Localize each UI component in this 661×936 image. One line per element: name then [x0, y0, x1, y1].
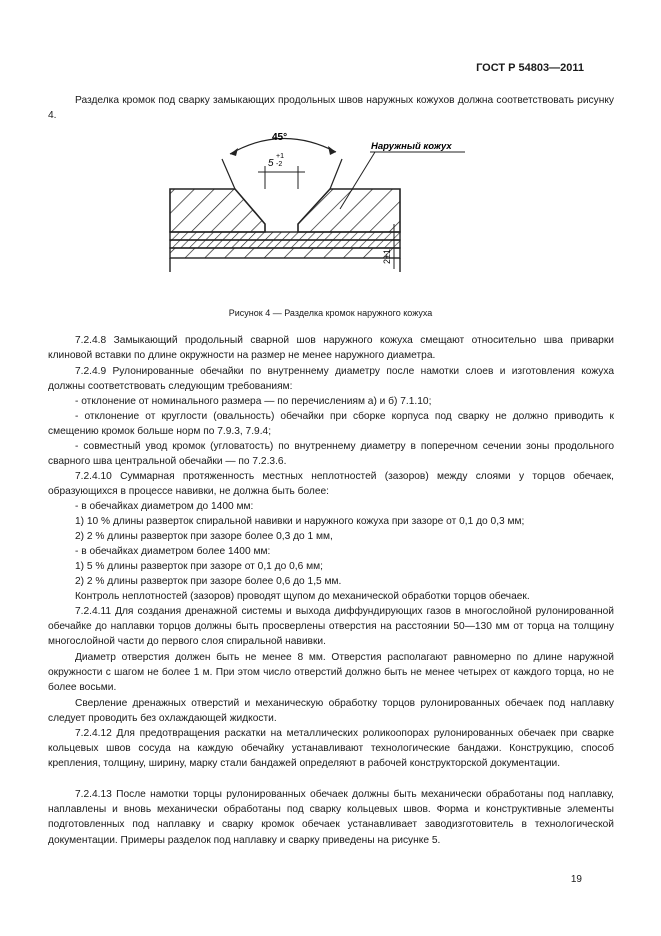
paragraph-control: Контроль неплотностей (зазоров) проводят щупом до механической обработки торцов обечаек. — [75, 591, 530, 602]
figure-caption: Рисунок 4 — Разделка кромок наружного кожуха — [228, 308, 433, 318]
page-number: 19 — [570, 874, 582, 885]
list-item: - совместный увод кромок (угловатость) по внутреннему диаметру в поперечном сечении зоны продольного сварного шва центральной обечайки — по 7.2.3.6. — [48, 441, 614, 468]
list-item: - отклонение от номинального размера — по перечислениям а) и б) 7.1.10; — [75, 396, 432, 407]
list-item: - в обечайках диаметром до 1400 мм: — [75, 501, 254, 512]
layer-3 — [170, 248, 400, 258]
layer-1 — [170, 232, 400, 240]
figure-4-edge-preparation — [160, 124, 452, 304]
list-item: 2) 2 % длины разверток при зазоре более 0,3 до 1 мм, — [75, 531, 333, 542]
paragraph-7-2-4-10: 7.2.4.10 Суммарная протяженность местных неплотностей (зазоров) между слоями у торцов обечаек, образующихся в процессе навивки, не должна быть более: — [48, 471, 614, 498]
paragraph-7-2-4-9: 7.2.4.9 Рулонированные обечайки по внутреннему диаметру после намотки слоев и изготовления кожуха должны соответствовать следующим требованиям: — [48, 366, 614, 393]
paragraph-7-2-4-13: 7.2.4.13 После намотки торцы рулонированных обечаек должны быть механически обработаны под наплавку, наплавлены и вновь механически обработаны под сварку кольцевых швов. Форма и конструктивные элементы подготовленных под наплавку и сварку кромок обечаек устанавливает заводизготовитель в технологической документации. Примеры разделок под наплавку и сварку приведены на рисунке 5. — [48, 789, 614, 846]
gap-tol-plus: +1 — [276, 153, 284, 160]
layer-2 — [170, 240, 400, 248]
shell-right-plate — [298, 189, 400, 232]
list-item: 1) 10 % длины разверток спиральной навивки и наружного кожуха при зазоре от 0,1 до 0,3 мм; — [75, 516, 525, 527]
gap-label: 5 — [268, 158, 274, 169]
angle-label: 45° — [272, 132, 288, 143]
paragraph-7-2-4-8: 7.2.4.8 Замыкающий продольный сварной шов наружного кожуха смещают относительно шва приварки клиновой вставки по длине окружности на размер не менее наружного диаметра. — [48, 335, 614, 362]
list-item: - в обечайках диаметром более 1400 мм: — [75, 546, 271, 557]
intro-paragraph: Разделка кромок под сварку замыкающих продольных швов наружных кожухов должна соответствовать рисунку 4. — [48, 95, 614, 122]
paragraph-7-2-4-12: 7.2.4.12 Для предотвращения раскатки на металлических роликоопорах рулонированных обечаек при сварке кольцевых швов сосуда на каждую обечайку устанавливают технологические бандажи. Конструкцию, способ крепления, толщину, ширину, марку стали бандажей определяют в рабочей конструкторской документации. — [48, 728, 614, 770]
weld-gap — [265, 189, 298, 232]
shell-left-plate — [170, 189, 265, 232]
shell-label: Наружный кожух — [371, 141, 452, 152]
list-item: 2) 2 % длины разверток при зазоре более 0,6 до 1,5 мм. — [75, 576, 342, 587]
list-item: 1) 5 % длины разверток при зазоре от 0,1 до 0,6 мм; — [75, 561, 323, 572]
document-header: ГОСТ Р 54803—2011 — [476, 62, 584, 74]
gap-tol-minus: -2 — [276, 161, 283, 168]
paragraph-hole-diameter: Диаметр отверстия должен быть не менее 8 мм. Отверстия располагают равномерно по длине наружной окружности с шагом не более 1 м. При этом число отверстий должно быть не менее четырех от каждого торца, но не более восьми. — [48, 652, 614, 694]
list-item: - отклонение от круглости (овальность) обечайки при сборке корпуса под сварку не должно приводить к смещению кромок больше норм по 7.9.3, 7.9.4; — [48, 411, 614, 438]
thickness-label: 2±1 — [382, 249, 392, 264]
paragraph-drilling: Сверление дренажных отверстий и механическую обработку торцов рулонированных обечаек под наплавку следует проводить без охлаждающей жидкости. — [48, 698, 614, 725]
paragraph-7-2-4-11: 7.2.4.11 Для создания дренажной системы и выхода диффундирующих газов в многослойной рулонированной обечайке до наплавки торцов должны быть просверлены отверстия на расстоянии 50—130 мм от торца на толщину многослойной части до первого слоя спиральной навивки. — [48, 606, 614, 648]
